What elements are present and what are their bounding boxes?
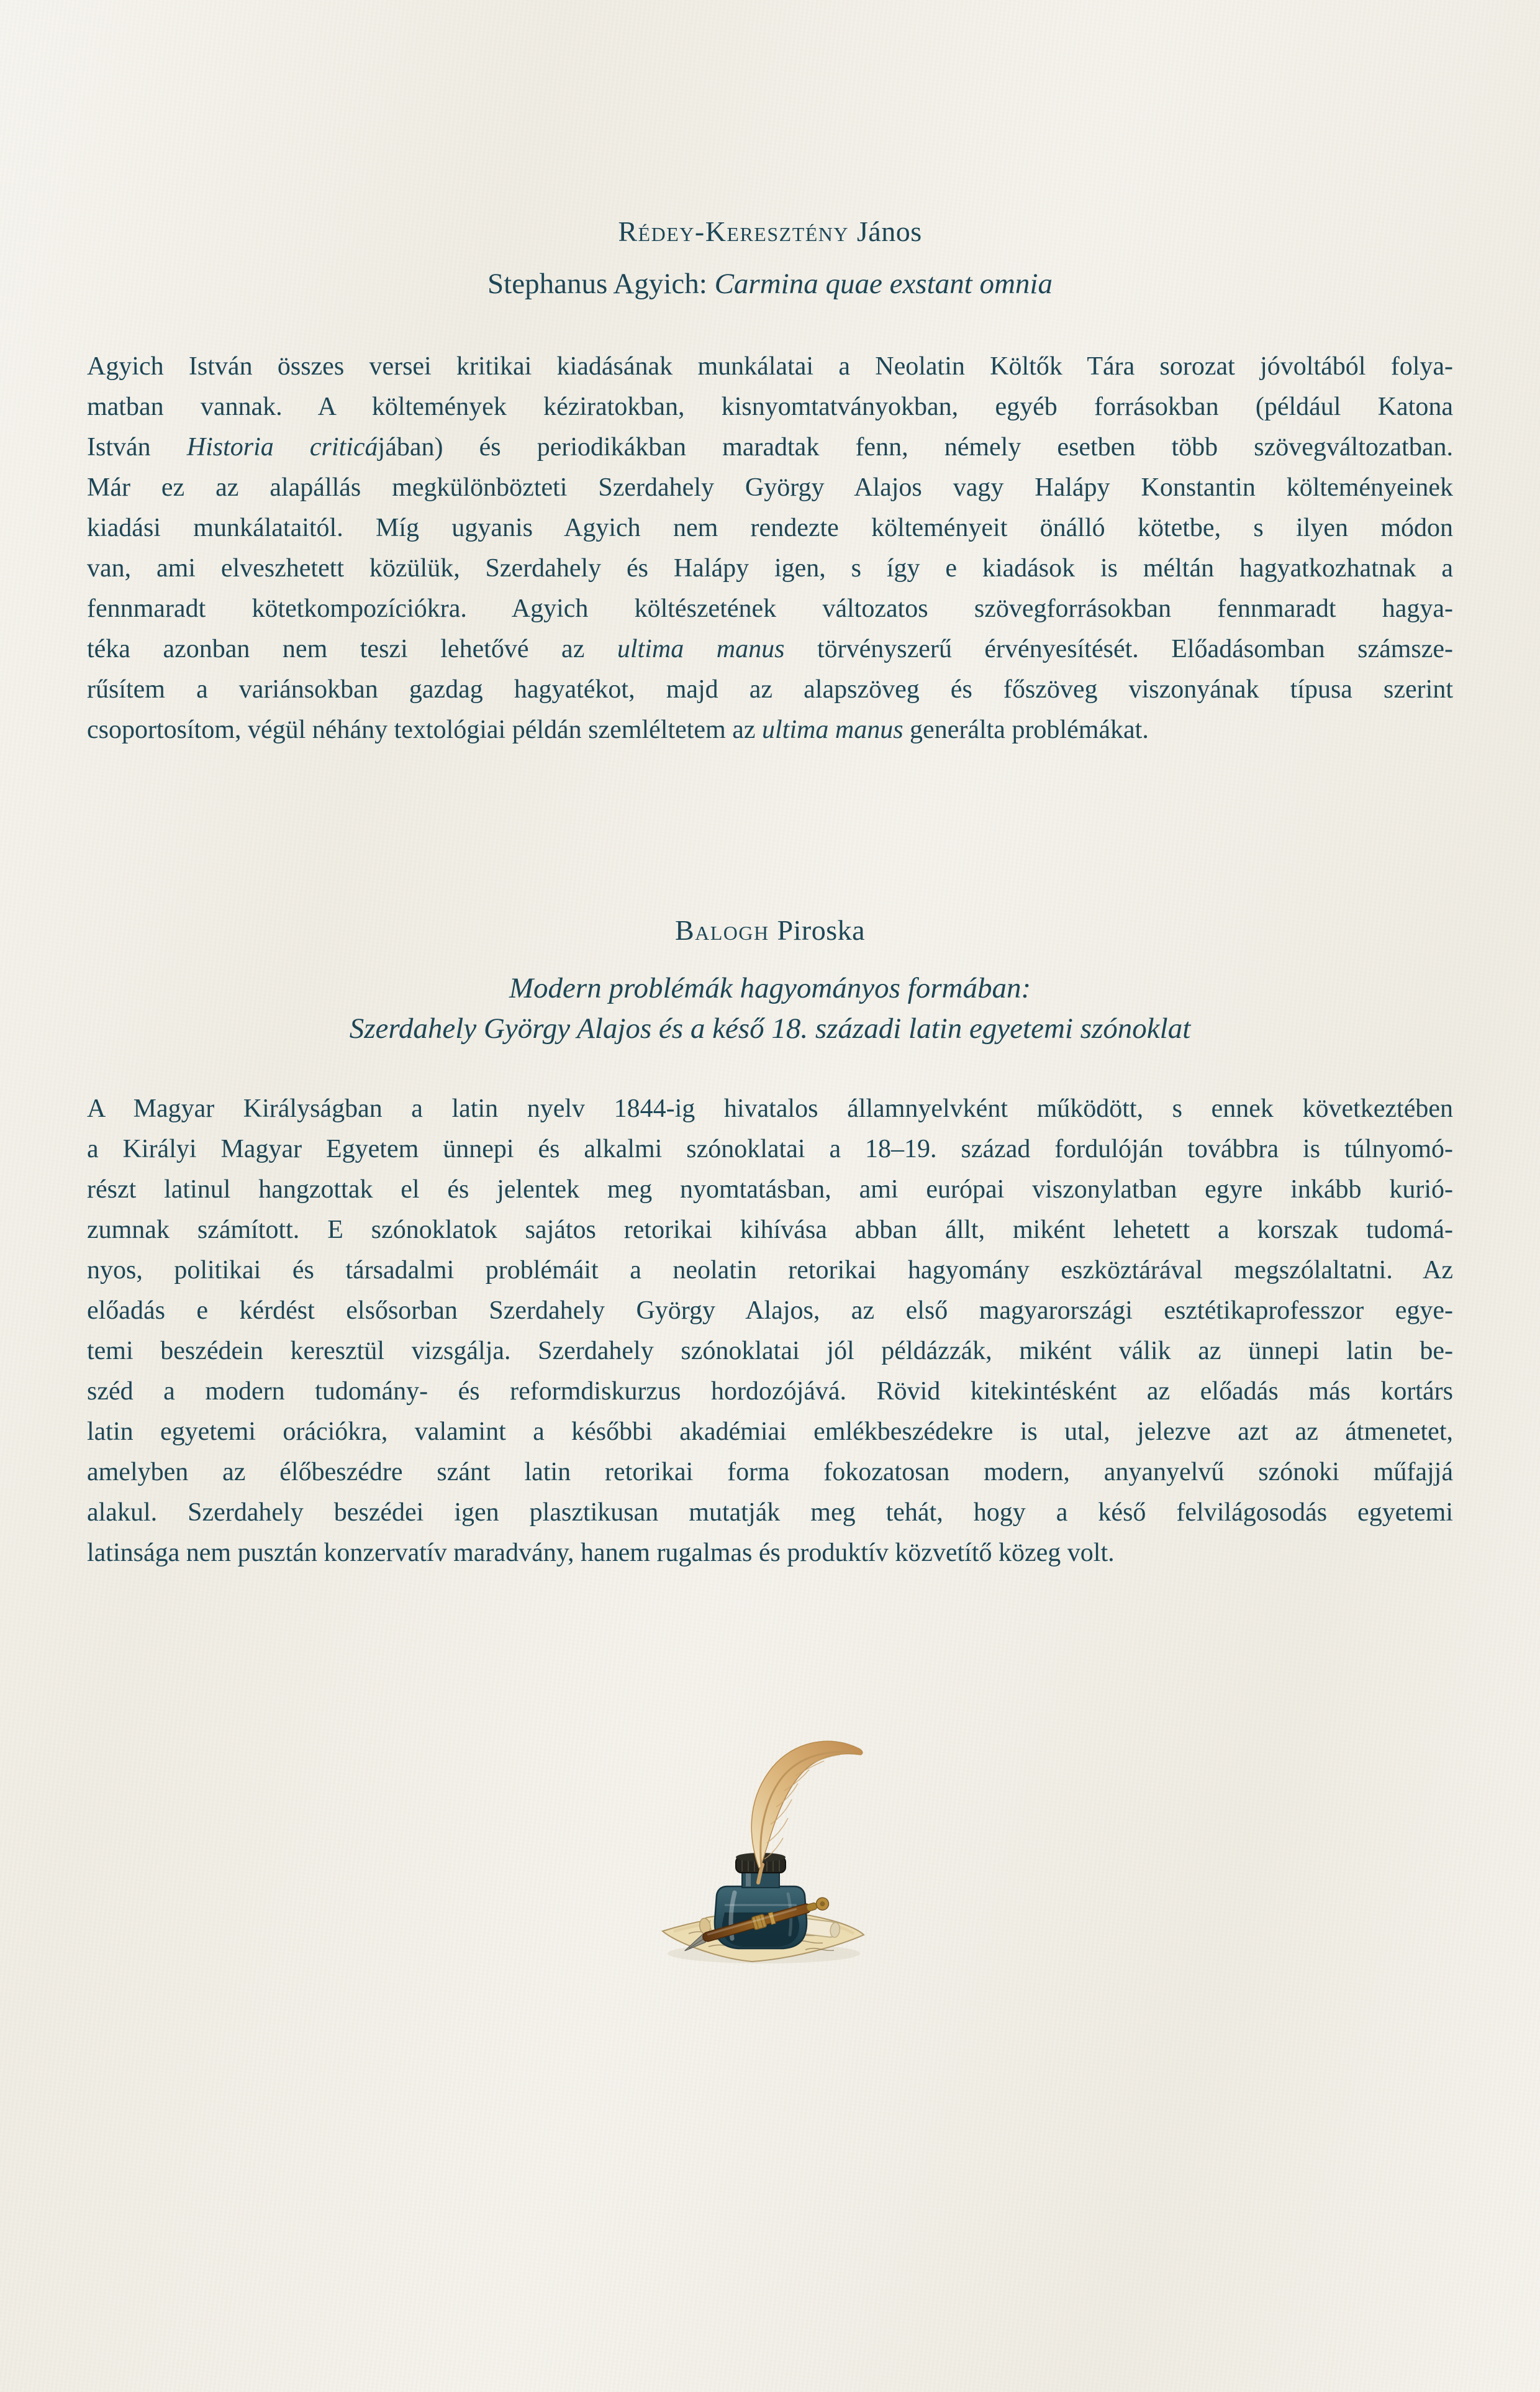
- text-line: matban vannak. A költemények kéziratokban, kisnyomtatványokban, egyéb forrásokban (például Katona: [87, 393, 1453, 421]
- text-line: Már ez az alapállás megkülönbözteti Szerdahely György Alajos vagy Halápy Konstantin költeményeinek: [87, 473, 1453, 502]
- text-line: temi beszédein keresztül vizsgálja. Szerdahely szónoklatai jól példázzák, miként válik az ünnepi latin be-: [87, 1337, 1453, 1365]
- author-given-name: Piroska: [777, 914, 866, 946]
- text-line: rűsítem a variánsokban gazdag hagyatékot, majd az alapszöveg és főszöveg viszonyának típusa szerint: [87, 675, 1453, 704]
- page-content: [0, 213, 1540, 1968]
- text-line: téka azonban nem teszi lehetővé az ultima manus törvényszerű érvényesítését. Előadásomban számsze-: [87, 635, 1454, 663]
- text-line: a Királyi Magyar Egyetem ünnepi és alkalmi szónoklatai a 18–19. század fordulóján továbbra is túlnyomó-: [87, 1135, 1453, 1163]
- text-line: Modern problémák hagyományos formában:: [509, 972, 1031, 1004]
- text-line: zumnak számított. E szónoklatok sajátos retorikai kihívása abban állt, miként lehetett a korszak tudomá-: [87, 1216, 1453, 1244]
- abstract-text-2: [87, 1089, 1453, 1573]
- text-line: A Magyar Királyságban a latin nyelv 1844-ig hivatalos államnyelvként működött, s ennek következtében: [87, 1094, 1453, 1123]
- abstract-title-2: [87, 968, 1453, 1049]
- author-surname: Rédey-Keresztény: [618, 216, 849, 247]
- text-line: Szerdahely György Alajos és a késő 18. századi latin egyetemi szónoklat: [349, 1012, 1191, 1045]
- author-surname: Balogh: [674, 914, 769, 946]
- author-given-name: János: [856, 216, 922, 247]
- text-line: előadás e kérdést elsősorban Szerdahely György Alajos, az első magyarországi esztétikaprofesszor egye-: [87, 1296, 1453, 1325]
- text-line: Agyich István összes versei kritikai kiadásának munkálatai a Neolatin Költők Tára sorozat jóvoltából folya-: [87, 352, 1453, 381]
- text-line: széd a modern tudomány- és reformdiskurzus hordozójává. Rövid kitekintésként az előadás más kortárs: [87, 1377, 1453, 1406]
- text-line: van, ami elveszhetett közülük, Szerdahely és Halápy igen, s így e kiadások is méltán hagyatkozhatnak a: [87, 554, 1453, 583]
- quill-ink-illustration-svg: [649, 1737, 872, 1968]
- quill-ink-illustration: [649, 1737, 872, 1968]
- abstract-text-1: [87, 347, 1453, 750]
- text-line: kiadási munkálataitól. Míg ugyanis Agyich nem rendezte költeményeit önálló kötetbe, s ilyen módon: [87, 514, 1453, 542]
- text-line: nyos, politikai és társadalmi problémáit a neolatin retorikai hagyomány eszköztárával megszólaltatni. Az: [87, 1256, 1453, 1285]
- text-line: István Historia criticájában) és periodikákban maradtak fenn, némely esetben több szövegváltozatban.: [87, 433, 1453, 462]
- abstract-title-1: [87, 264, 1453, 304]
- text-line: amelyben az élőbeszédre szánt latin retorikai forma fokozatosan modern, anyanyelvű szónoki műfajjá: [87, 1458, 1453, 1486]
- text-line: Stephanus Agyich: Carmina quae exstant omnia: [487, 268, 1053, 300]
- text-line: alakul. Szerdahely beszédei igen plasztikusan mutatják meg tehát, hogy a késő felvilágosodás egyetemi: [87, 1498, 1453, 1527]
- abstract-booklet-page: [0, 213, 1540, 2392]
- author-heading-2: [87, 912, 1453, 949]
- author-heading-1: [87, 213, 1453, 250]
- text-line: részt latinul hangzottak el és jelentek meg nyomtatásban, ami európai viszonylatban egyre inkább kurió-: [87, 1175, 1453, 1204]
- text-line: latinsága nem pusztán konzervatív maradvány, hanem rugalmas és produktív közvetítő közeg volt.: [87, 1539, 1115, 1567]
- text-line: csoportosítom, végül néhány textológiai példán szemléltetem az ultima manus generálta problémákat.: [87, 716, 1149, 744]
- text-line: fennmaradt kötetkompozíciókra. Agyich költészetének változatos szövegforrásokban fennmaradt hagya-: [87, 594, 1453, 623]
- text-line: latin egyetemi orációkra, valamint a későbbi akadémiai emlékbeszédekre is utal, jelezve azt az átmenetet,: [87, 1417, 1453, 1446]
